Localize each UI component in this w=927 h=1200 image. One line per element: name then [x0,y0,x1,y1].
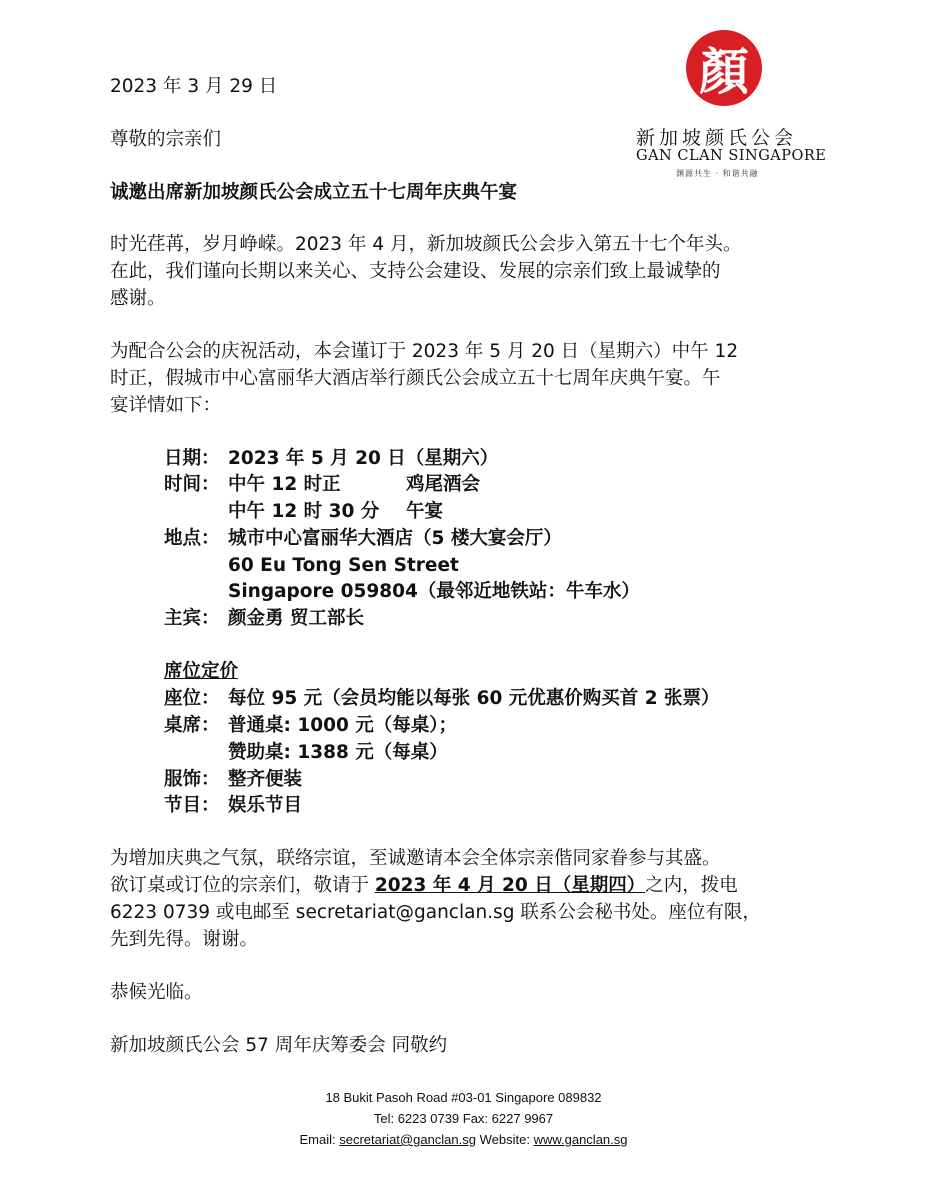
guest-of-honour: 颜金勇 贸工部长 [228,608,364,629]
seat-price: 每位 95 元（会员均能以每张 60 元优惠价购买首 2 张票） [228,688,720,709]
dress-label: 服饰： [164,769,220,790]
salutation: 尊敬的宗亲们 [110,129,222,150]
pricing-heading: 席位定价 [164,661,239,682]
intro-paragraph-line: 感谢。 [110,288,166,309]
intro-paragraph-line: 在此，我们谨向长期以来关心、支持公会建设、发展的宗亲们致上最诚挚的 [110,261,721,282]
venue-postal: Singapore 059804（最邻近地铁站：牛车水） [228,581,640,602]
logo-tagline: 渊源共生 · 和谐共融 [676,169,759,178]
date-label: 日期： [164,448,220,469]
lunch-time: 中午 12 时 30 分 [228,501,380,522]
lunch-event: 午宴 [406,501,444,522]
venue-street: 60 Eu Tong Sen Street [228,555,459,576]
letter-date: 2023 年 3 月 29 日 [110,76,278,97]
footer-phones: Tel: 6223 0739 Fax: 6227 9967 [373,1111,554,1126]
intro-paragraph-line: 时光荏苒，岁月峥嵘。2023 年 4 月，新加坡颜氏公会步入第五十七个年头。 [110,234,742,255]
seat-label: 座位： [164,688,220,709]
sponsor-table-price: 赞助桌: 1388 元（每桌） [228,742,448,763]
cocktail-time: 中午 12 时正 [228,474,341,495]
logo-chinese-name: 新加坡颜氏公会 [636,127,798,149]
dress-code: 整齐便装 [228,769,303,790]
time-label: 时间： [164,474,220,495]
rsvp-line: 欲订桌或订位的宗亲们，敬请于 2023 年 4 月 20 日（星期四）之内，拨电 [110,875,738,896]
table-label: 桌席： [164,715,220,736]
signature: 新加坡颜氏公会 57 周年庆筹委会 同敬约 [110,1035,448,1056]
closing: 恭候光临。 [110,982,203,1003]
guest-label: 主宾： [164,608,220,629]
footer-address: 18 Bukit Pasoh Road #03-01 Singapore 089832 [325,1090,602,1105]
footer-email-link[interactable]: secretariat@ganclan.sg [339,1132,476,1147]
event-paragraph-line: 为配合公会的庆祝活动，本会谨订于 2023 年 5 月 20 日（星期六）中午 12 [110,341,739,362]
invitation-title: 诚邀出席新加坡颜氏公会成立五十七周年庆典午宴 [110,182,518,203]
rsvp-line: 为增加庆典之气氛，联络宗谊，至诚邀请本会全体宗亲偕同家眷参与其盛。 [110,848,721,869]
date-value: 2023 年 5 月 20 日（星期六） [228,448,499,469]
venue-label: 地点： [164,528,220,549]
footer-contact: Email: secretariat@ganclan.sg Website: www.ganclan.sg [299,1132,628,1147]
event-paragraph-line: 时正，假城市中心富丽华大酒店举行颜氏公会成立五十七周年庆典午宴。午 [110,368,721,389]
cocktail-event: 鸡尾酒会 [406,474,481,495]
program-label: 节目： [164,795,220,816]
event-paragraph-line: 宴详情如下： [110,395,222,416]
venue-name: 城市中心富丽华大酒店（5 楼大宴会厅） [228,528,562,549]
gan-clan-seal-logo: 顏 [686,30,762,106]
logo-english-name: GAN CLAN SINGAPORE [636,148,827,164]
rsvp-contact-line: 6223 0739 或电邮至 secretariat@ganclan.sg 联系公会秘书处。座位有限， [110,902,761,923]
rsvp-deadline: 2023 年 4 月 20 日（星期四） [374,875,646,896]
program-value: 娱乐节目 [228,795,303,816]
rsvp-line: 先到先得。谢谢。 [110,929,259,950]
regular-table-price: 普通桌: 1000 元（每桌）； [228,715,458,736]
footer-website-link[interactable]: www.ganclan.sg [533,1132,628,1147]
